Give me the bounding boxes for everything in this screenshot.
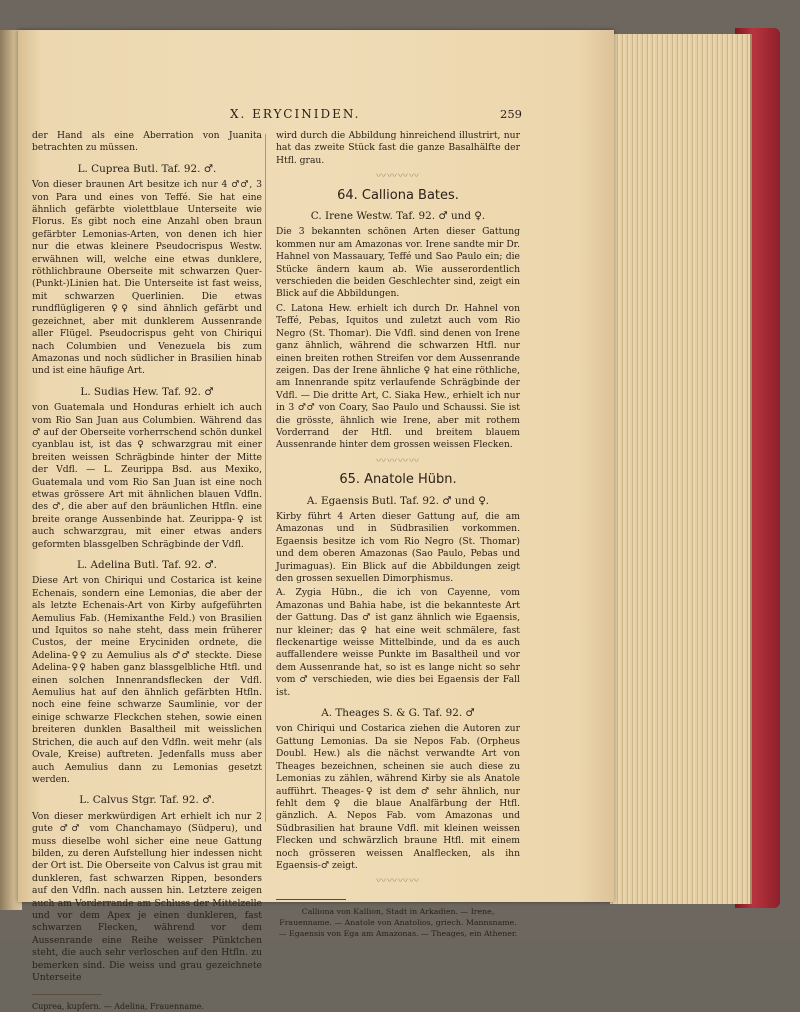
paragraph: wird durch die Abbildung hinreichend illustrirt, nur hat das zweite Stück fast die ganze Basalhälfte der Htfl. grau. — [276, 130, 520, 166]
right-column — [276, 130, 520, 939]
species-heading: L. Calvus Stgr. Taf. 92. ♂. — [79, 794, 215, 807]
paragraph: Diese Art von Chiriqui und Costarica ist keine Echenais, sondern eine Lemonias, die aber der als letzte Echenais-Art von Kirby aufgeführten Aemulius Fab. (Hemixanthe Feld.) von Brasilien und Iquitos so nahe steht, dass mein früherer Custos, der meine Eryciniden ordnete, die Adelina-♀♀ zu Aemulius als ♂♂ steckte. Diese Adelina-♀♀ haben ganz blassgelbliche Htfl. und einen solchen Innenrandsflecken der Vdfl. Aemulius hat auf den ähnlich gefärbten Htfln. noch eine feine schwarze Saumlinie, vor der einige schwarze Fleckchen stehen, sowie einen breiteren dunklen Basaltheil mit weisslichen Strichen, die auch auf den Vdfln. weit mehr (als Ovale, Kreise) auftreten. Jedenfalls muss aber auch Aemulius dann zu Lemonias gesetzt werden. — [32, 575, 262, 785]
paragraph: Kirby führt 4 Arten dieser Gattung auf, die am Amazonas und in Südbrasilien vorkommen. Egaensis besitze ich vom Rio Negro (St. Thomar) und dem oberen Amazonas (Sao Paulo, Pebas und Jurimaguas). Ein Blick auf die Abbildungen zeigt den grossen sexuellen Dimorphismus. — [276, 510, 520, 584]
paragraph: Von dieser merkwürdigen Art erhielt ich nur 2 gute ♂♂ vom Chanchamayo (Südperu), und muss dieselbe wohl sicher eine neue Gattung bilden, zu deren Aufstellung hier indessen nicht der Ort ist. Die Oberseite von Calvus ist grau mit dunkleren, fast schwarzen Rippen, besonders auf den Vdfln. nach aussen hin. Letztere zeigen auch am Vorderrande am Schluss der Mittelzelle und vor dem Apex je einen dunkleren, fast schwarzen Flecken, während vor dem Aussenrande eine Reihe weisser Pünktchen steht, die auch sehr verloschen auf den Htfln. zu bemerken sind. Die weiss und grau gezeichnete Unterseite — [32, 810, 262, 983]
paragraph: von Chiriqui und Costarica ziehen die Autoren zur Gattung Lemonias. Da sie Nepos Fab. (Orpheus Doubl. Hew.) als die nächst verwandte Art von Theages bezeichnen, scheinen sie auch diese zu Lemonias zu zählen, während Kirby sie als Anatole aufführt. Theages-♀ ist dem ♂ sehr ähnlich, nur fehlt dem ♀ die blaue Analfärbung der Htfl. gänzlich. A. Nepos Fab. vom Amazonas und Südbrasilien hat braune Vdfl. mit kleinen weissen Flecken und schwärzlich braune Htfl. mit einem noch grösseren weissen Analflecken, als ihn Egaensis-♂ zeigt. — [276, 723, 520, 871]
left-column — [32, 130, 262, 1012]
page-number: 259 — [500, 107, 522, 121]
footnote-rule — [32, 994, 102, 995]
species-heading: L. Cuprea Butl. Taf. 92. ♂. — [77, 162, 217, 175]
column-divider — [265, 134, 266, 822]
paragraph: Von dieser braunen Art besitze ich nur 4 ♂♂, 3 von Para und eines von Teffé. Sie hat eine ähnlich gefärbte violettblaue Unterseite wie Florus. Es gibt noch eine Anzahl oben braun gefärbter Lemonias-Arten, von denen ich hier nur die etwas kleinere Pseudocrispus Westw. erwähnen will, welche eine etwas dunklere, röthlichbraune Oberseite mit schwarzen Quer-(Punkt-)Linien hat. Die Unterseite ist fast weiss, mit schwarzen Querlinien. Die etwas rundflügligeren ♀♀ sind ähnlich gefärbt und gezeichnet, aber mit dunklerem Aussenrande aller Flügel. Pseudocrispus geht von Chiriqui nach Columbien und Venezuela bis zum Amazonas und noch südlicher in Brasilien hinab und ist eine häufige Art. — [32, 179, 262, 377]
paragraph: A. Zygia Hübn., die ich von Cayenne, vom Amazonas und Bahia habe, ist die bekannteste Art der Gattung. Das ♂ ist ganz ähnlich wie Egaensis, nur kleiner; das ♀ hat eine weit schmälere, fast fleckenartige weisse Mittelbinde, und da es auch auffallendere weisse Punkte im Basaltheil und vor dem Aussenrande hat, so ist es lange nicht so sehr vom ♂ verschieden, wie dies bei Egaensis der Fall ist. — [276, 587, 520, 698]
paragraph: von Guatemala und Honduras erhielt ich auch vom Rio San Juan aus Columbien. Während das ♂ auf der Oberseite vorherrschend schön dunkel cyanblau ist, ist das ♀ schwarzgrau mit einer breiten weissen Schrägbinde hinter der Mitte der Vdfl. — L. Zeurippa Bsd. aus Mexiko, Guatemala und vom Rio San Juan ist eine noch etwas grössere Art mit ähnlichen blauen Vdfln. des ♂, die aber auf den bräunlichen Htfln. eine breite orange Aussenbinde hat. Zeurippa-♀ ist auch schwarzgrau, mit einer etwas anders geformten blassgelben Schrägbinde der Vdfl. — [32, 402, 262, 550]
footnote: Calliona von Kallion, Stadt in Arkadien. — Irene, Frauenname. — Anatole von Anatolios, griech. Mannsname. — Egaensis von Ega am Amazonas. — Theages, ein Athener. — [278, 906, 518, 938]
paragraph: der Hand als eine Aberration von Juanita betrachten zu müssen. — [32, 130, 262, 154]
paragraph: Die 3 bekannten schönen Arten dieser Gattung kommen nur am Amazonas vor. Irene sandte mir Dr. Hahnel von Massauary, Teffé und Sao Paulo ein; die Stücke ändern kaum ab. Wie ausserordentlich verschieden die beiden Geschlechter sind, zeigt ein Blick auf die Abbildungen. — [276, 226, 520, 300]
species-heading: C. Irene Westw. Taf. 92. ♂ und ♀. — [310, 210, 486, 223]
page-content — [18, 30, 614, 1012]
species-heading: L. Sudias Hew. Taf. 92. ♂ — [80, 385, 214, 398]
genus-heading: 65. Anatole Hübn. — [339, 472, 457, 488]
page-block-edges — [610, 34, 752, 904]
species-heading: A. Theages S. & G. Taf. 92. ♂ — [321, 707, 475, 720]
page-header — [18, 108, 614, 124]
species-heading: L. Adelina Butl. Taf. 92. ♂. — [77, 559, 217, 571]
species-heading: A. Egaensis Butl. Taf. 92. ♂ und ♀. — [306, 494, 490, 507]
footnote-rule — [276, 899, 346, 900]
book-page — [18, 30, 614, 1012]
footnote: Cuprea, kupfern. — Adelina, Frauenname. — [32, 1002, 204, 1012]
paragraph: C. Latona Hew. erhielt ich durch Dr. Hahnel von Teffé, Pebas, Iquitos und zuletzt auch vom Rio Negro (St. Thomar). Die Vdfl. sind denen von Irene ganz ähnlich, während die schwarzen Htfl. nur einen breiten rothen Streifen vor dem Aussenrande zeigen. Das der Irene ähnliche ♀ hat eine röthliche, am Innenrande spitz verlaufende Schrägbinde der Vdfl. — Die dritte Art, C. Siaka Hew., erhielt ich nur in 3 ♂♂ von Coary, Sao Paulo und Schaussi. Sie ist die grösste, ähnlich wie Irene, aber mit rothem Vorderrand der Htfl. und breitem blauem Aussenrande hinter dem grossen weissen Flecken. — [276, 302, 520, 451]
running-head: X. ERYCINIDEN. — [230, 107, 361, 121]
ornament: 〰〰〰〰 — [376, 455, 420, 467]
genus-heading: 64. Calliona Bates. — [337, 187, 459, 203]
ornament: 〰〰〰〰 — [376, 171, 420, 183]
ornament: 〰〰〰〰 — [376, 876, 420, 888]
